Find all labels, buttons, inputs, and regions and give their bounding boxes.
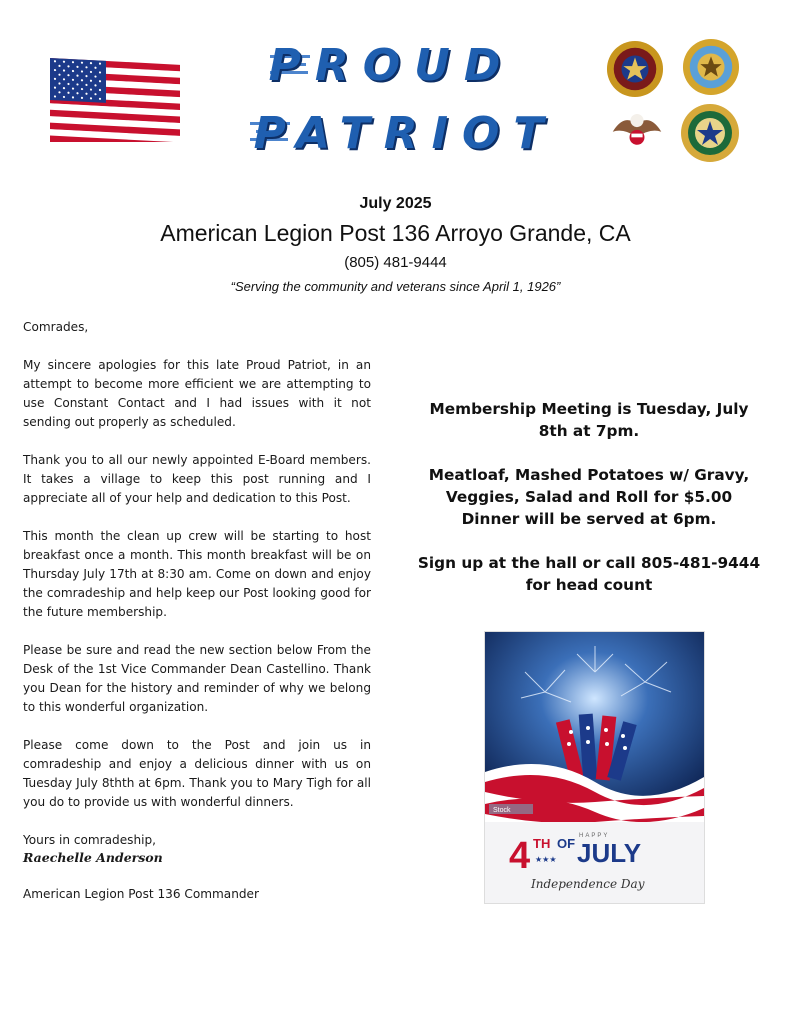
signup-info: Sign up at the hall or call 805-481-9444 for head count — [417, 554, 761, 594]
svg-text:★★★: ★★★ — [535, 855, 557, 864]
legion-riders-emblem-icon — [680, 103, 740, 163]
letter-paragraph: Thank you to all our newly appointed E-Board members. It takes a village to keep this post running and I appreciate all of your help and dedication to this Post. — [23, 453, 371, 505]
post-name: American Legion Post 136 Arroyo Grande, CA — [160, 220, 631, 246]
dinner-menu: Meatloaf, Mashed Potatoes w/ Gravy, Veggies, Salad and Roll for $5.00 — [428, 466, 750, 506]
masthead-title-proud: PROUD — [268, 40, 515, 91]
letter-paragraph: Please come down to the Post and join us in comradeship and enjoy a delicious dinner with us on Tuesday July 8thth at 6pm. Thank you to Mary Tigh for all you do to provide us with wonderful dinners. — [23, 738, 371, 809]
post-motto: “Serving the community and veterans since April 1, 1926” — [230, 279, 561, 294]
auxiliary-emblem-icon — [682, 38, 740, 96]
meeting-info: Membership Meeting is Tuesday, July 8th at 7pm. — [429, 400, 749, 440]
letter-paragraph: This month the clean up crew will be starting to host breakfast once a month. This month breakfast will be on Thursday July 17th at 8:30 am. Come on down and enjoy the comradeship and help keep our Post looking good for the future membership. — [23, 529, 371, 619]
issue-date: July 2025 — [359, 195, 432, 212]
letter-paragraph: Please be sure and read the new section below From the Desk of the 1st Vice Commander Dean Castellino. Thank you Dean for the history and reminder of why we belong to this wonderful organization. — [23, 643, 371, 714]
meeting-announcement — [414, 398, 764, 618]
signer-title: American Legion Post 136 Commander — [23, 887, 259, 901]
poster-th: TH — [533, 836, 551, 851]
post-phone: (805) 481-9444 — [344, 254, 447, 271]
poster-script: Independence Day — [531, 877, 645, 891]
sons-of-legion-emblem-icon — [608, 100, 666, 156]
commander-letter — [23, 318, 371, 904]
dinner-time: Dinner will be served at 6pm. — [461, 510, 717, 528]
letter-closing: Yours in comradeship, — [23, 833, 157, 847]
masthead-title-patriot: PATRIOT — [253, 108, 558, 159]
legion-emblem-icon — [606, 40, 664, 98]
letter-greeting: Comrades, — [23, 320, 89, 334]
poster-of: OF — [557, 836, 576, 851]
letter-paragraph: My sincere apologies for this late Proud Patriot, in an attempt to become more efficient we are attempting to use Constant Contact and I had issues with it not sending out properly as scheduled. — [23, 358, 371, 429]
poster-july: JULY — [577, 838, 642, 868]
poster-happy: HAPPY — [579, 833, 610, 839]
poster-number: 4 — [509, 835, 531, 877]
poster-stock-label: Stock — [493, 807, 511, 814]
signature: Raechelle Anderson — [23, 850, 163, 865]
fourth-of-july-poster-image — [484, 631, 705, 904]
